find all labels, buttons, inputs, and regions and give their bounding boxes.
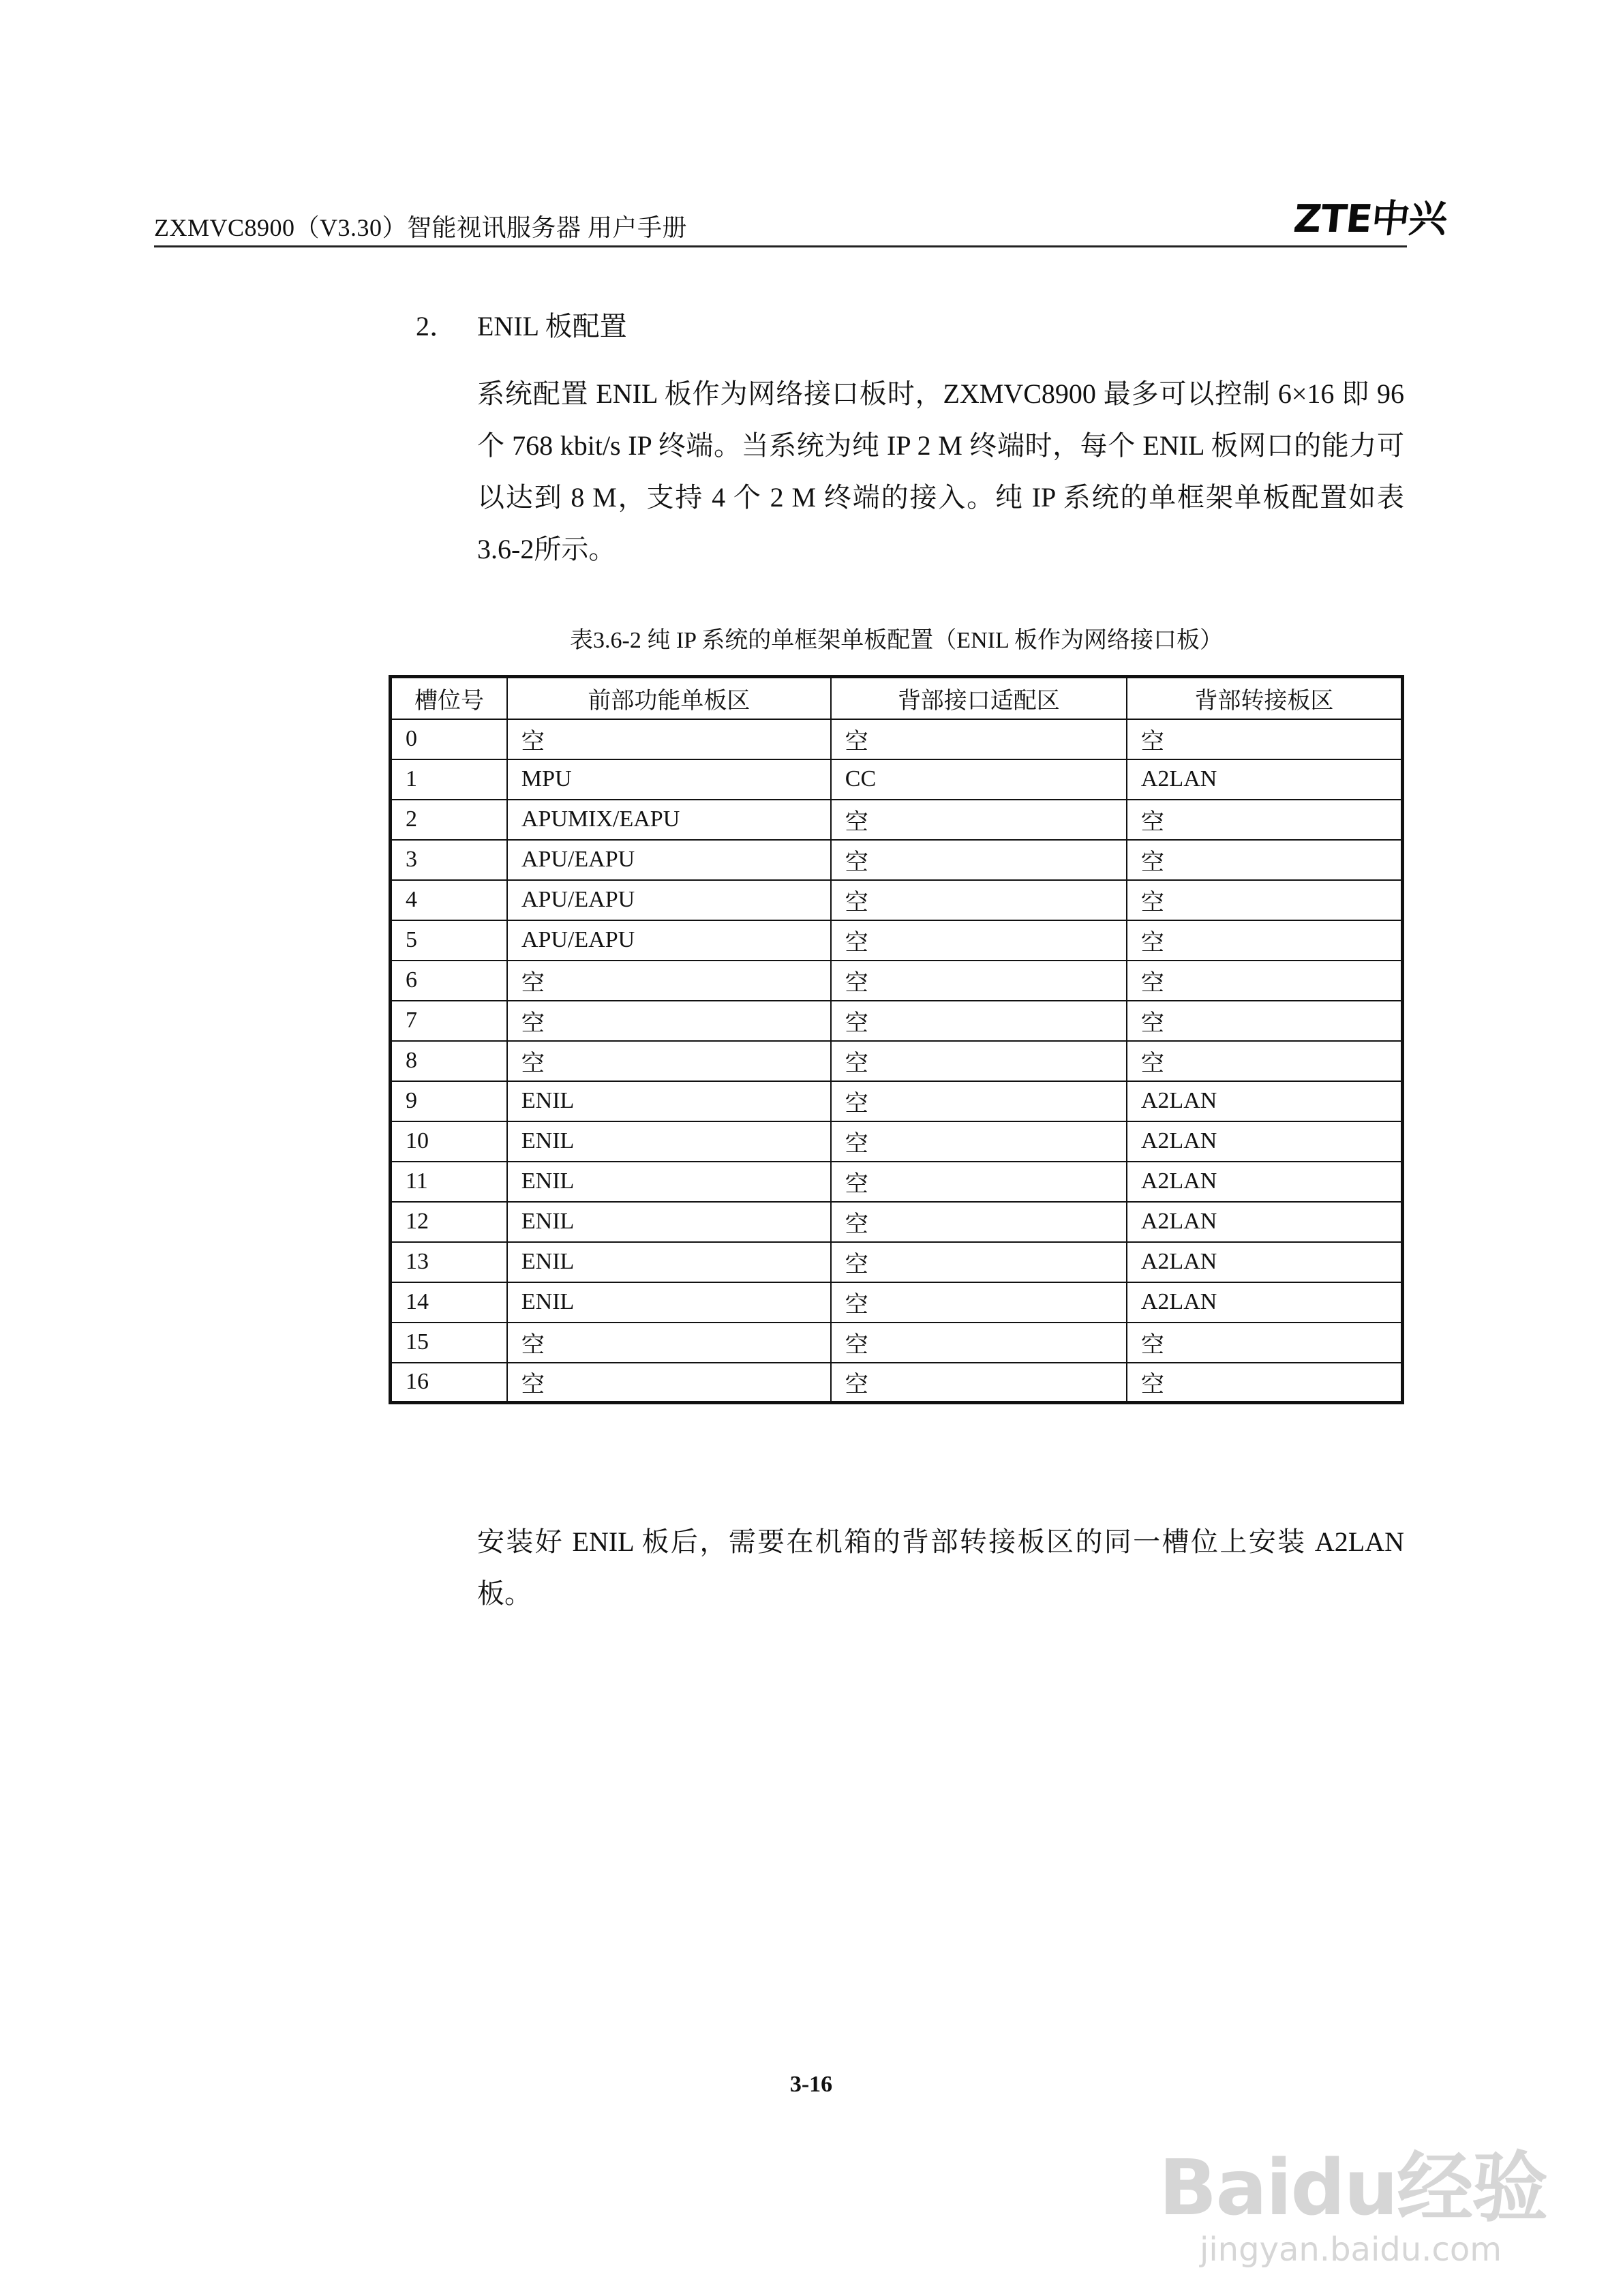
rear-transfer-cell: A2LAN — [1127, 1202, 1403, 1242]
header-slot: 槽位号 — [391, 677, 507, 719]
front-board-cell: ENIL — [507, 1162, 831, 1202]
intro-paragraph: 系统配置 ENIL 板作为网络接口板时，ZXMVC8900 最多可以控制 6×16 即 96 个 768 kbit/s IP 终端。当系统为纯 IP 2 M 终端时，每个 ENIL 板网口的能力可以达到 8 M，支持 4 个 2 M 终端的接入。纯 IP 系统的单框架单板配置如表 3.6-2所示。 — [477, 378, 1404, 564]
zte-logo: ZTE中兴 — [1291, 197, 1449, 241]
table-row — [391, 840, 1403, 880]
front-board-cell: APUMIX/EAPU — [507, 800, 831, 840]
front-board-cell: MPU — [507, 759, 831, 800]
rear-interface-cell: 空 — [831, 1121, 1127, 1162]
slot-cell: 10 — [391, 1121, 507, 1162]
front-board-cell: ENIL — [507, 1121, 831, 1162]
rear-transfer-cell: 空 — [1127, 719, 1403, 759]
rear-interface-cell: 空 — [831, 1081, 1127, 1121]
slot-cell: 1 — [391, 759, 507, 800]
header-front-board: 前部功能单板区 — [507, 677, 831, 719]
table-row — [391, 1242, 1403, 1282]
slot-cell: 0 — [391, 719, 507, 759]
front-board-cell: ENIL — [507, 1242, 831, 1282]
table-row — [391, 1001, 1403, 1041]
rear-transfer-cell: A2LAN — [1127, 1081, 1403, 1121]
rear-interface-cell: 空 — [831, 920, 1127, 961]
slot-cell: 6 — [391, 961, 507, 1001]
rear-interface-cell: 空 — [831, 880, 1127, 920]
slot-config-table — [389, 675, 1404, 1404]
table-row — [391, 1323, 1403, 1363]
rear-transfer-cell: 空 — [1127, 1001, 1403, 1041]
rear-transfer-cell: A2LAN — [1127, 1242, 1403, 1282]
rear-transfer-cell: 空 — [1127, 840, 1403, 880]
front-board-cell: 空 — [507, 1363, 831, 1403]
rear-transfer-cell: 空 — [1127, 1041, 1403, 1081]
front-board-cell: APU/EAPU — [507, 920, 831, 961]
header-rear-transfer: 背部转接板区 — [1127, 677, 1403, 719]
table-row — [391, 1041, 1403, 1081]
rear-transfer-cell: 空 — [1127, 920, 1403, 961]
rear-interface-cell: 空 — [831, 800, 1127, 840]
front-board-cell: APU/EAPU — [507, 880, 831, 920]
table-row — [391, 1202, 1403, 1242]
rear-interface-cell: 空 — [831, 1282, 1127, 1323]
rear-interface-cell: 空 — [831, 719, 1127, 759]
rear-transfer-cell: 空 — [1127, 1363, 1403, 1403]
front-board-cell: APU/EAPU — [507, 840, 831, 880]
front-board-cell: 空 — [507, 1323, 831, 1363]
rear-interface-cell: 空 — [831, 1041, 1127, 1081]
table-row — [391, 1162, 1403, 1202]
slot-cell: 11 — [391, 1162, 507, 1202]
front-board-cell: ENIL — [507, 1282, 831, 1323]
rear-interface-cell: 空 — [831, 1363, 1127, 1403]
page-number: 3-16 — [789, 2072, 833, 2097]
install-note-paragraph: 安装好 ENIL 板后，需要在机箱的背部转接板区的同一槽位上安装 A2LAN 板。 — [477, 1526, 1404, 1609]
rear-transfer-cell: A2LAN — [1127, 759, 1403, 800]
rear-interface-cell: 空 — [831, 840, 1127, 880]
rear-interface-cell: CC — [831, 759, 1127, 800]
rear-transfer-cell: A2LAN — [1127, 1282, 1403, 1323]
table-row — [391, 800, 1403, 840]
rear-interface-cell: 空 — [831, 1162, 1127, 1202]
rear-transfer-cell: A2LAN — [1127, 1162, 1403, 1202]
table-row — [391, 759, 1403, 800]
baidu-watermark — [1159, 2144, 1595, 2277]
watermark-url: jingyan.baidu.com — [1200, 2231, 1502, 2269]
slot-cell: 2 — [391, 800, 507, 840]
section-number: 2． — [416, 311, 457, 342]
slot-cell: 5 — [391, 920, 507, 961]
slot-cell: 3 — [391, 840, 507, 880]
table-row — [391, 920, 1403, 961]
slot-cell: 16 — [391, 1363, 507, 1403]
rear-interface-cell: 空 — [831, 961, 1127, 1001]
slot-cell: 15 — [391, 1323, 507, 1363]
front-board-cell: 空 — [507, 1041, 831, 1081]
rear-interface-cell: 空 — [831, 1202, 1127, 1242]
rear-interface-cell: 空 — [831, 1242, 1127, 1282]
rear-interface-cell: 空 — [831, 1323, 1127, 1363]
front-board-cell: 空 — [507, 961, 831, 1001]
table-row — [391, 1363, 1403, 1403]
front-board-cell: ENIL — [507, 1081, 831, 1121]
slot-cell: 8 — [391, 1041, 507, 1081]
header-divider — [154, 245, 1407, 247]
table-row — [391, 880, 1403, 920]
table-row — [391, 961, 1403, 1001]
table-row — [391, 1282, 1403, 1323]
header-rear-interface: 背部接口适配区 — [831, 677, 1127, 719]
rear-transfer-cell: 空 — [1127, 880, 1403, 920]
table-row — [391, 1121, 1403, 1162]
slot-cell: 9 — [391, 1081, 507, 1121]
table-row — [391, 719, 1403, 759]
slot-cell: 14 — [391, 1282, 507, 1323]
rear-transfer-cell: 空 — [1127, 961, 1403, 1001]
rear-interface-cell: 空 — [831, 1001, 1127, 1041]
slot-cell: 4 — [391, 880, 507, 920]
table-header-row — [391, 677, 1403, 719]
rear-transfer-cell: A2LAN — [1127, 1121, 1403, 1162]
rear-transfer-cell: 空 — [1127, 800, 1403, 840]
slot-cell: 13 — [391, 1242, 507, 1282]
front-board-cell: 空 — [507, 719, 831, 759]
table-row — [391, 1081, 1403, 1121]
rear-transfer-cell: 空 — [1127, 1323, 1403, 1363]
slot-cell: 7 — [391, 1001, 507, 1041]
front-board-cell: 空 — [507, 1001, 831, 1041]
running-header: ZXMVC8900（V3.30）智能视讯服务器 用户手册 — [154, 214, 688, 241]
slot-cell: 12 — [391, 1202, 507, 1242]
front-board-cell: ENIL — [507, 1202, 831, 1242]
table-caption: 表3.6-2 纯 IP 系统的单框架单板配置（ENIL 板作为网络接口板） — [570, 628, 1223, 653]
section-title: ENIL 板配置 — [477, 311, 627, 342]
watermark-brand: Baidu经验 — [1159, 2144, 1547, 2233]
